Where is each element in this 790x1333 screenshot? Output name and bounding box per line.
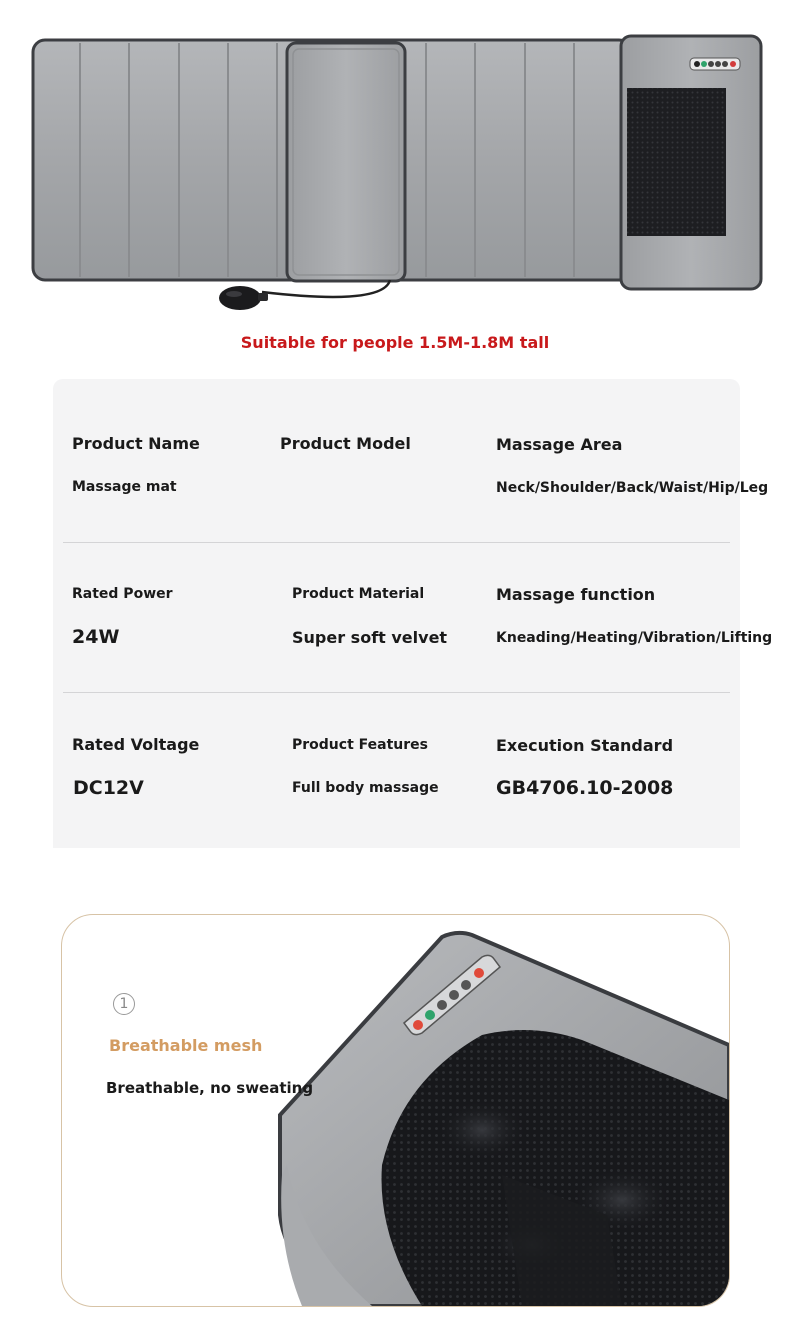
feature-card-breathable-mesh (61, 914, 730, 1307)
feature-number-badge: 1 (113, 993, 135, 1015)
spec-label-product-material: Product Material (292, 586, 425, 602)
spec-value-product-features: Full body massage (292, 780, 439, 796)
spec-label-product-features: Product Features (292, 737, 428, 753)
spec-label-massage-function: Massage function (496, 585, 656, 604)
spec-divider (63, 692, 730, 693)
spec-value-execution-standard: GB4706.10-2008 (496, 777, 674, 799)
spec-value-massage-area: Neck/Shoulder/Back/Waist/Hip/Leg (496, 480, 769, 496)
control-panel-icon (690, 58, 740, 70)
spec-value-product-name: Massage mat (72, 479, 177, 495)
air-hose (262, 280, 390, 297)
height-suitability-note: Suitable for people 1.5M-1.8M tall (240, 333, 550, 352)
spec-value-rated-power: 24W (72, 626, 120, 648)
feature-description: Breathable, no sweating (106, 1079, 314, 1097)
air-pump-bulb-icon (219, 286, 268, 310)
spec-value-rated-voltage: DC12V (73, 777, 144, 799)
feature-title: Breathable mesh (109, 1036, 263, 1055)
spec-label-rated-voltage: Rated Voltage (72, 735, 200, 754)
spec-value-massage-function: Kneading/Heating/Vibration/Lifting (496, 630, 773, 646)
spec-divider (63, 542, 730, 543)
mesh-panel (627, 88, 726, 236)
spec-value-product-material: Super soft velvet (292, 628, 448, 647)
mat-pillow (287, 43, 405, 281)
spec-label-execution-standard: Execution Standard (496, 736, 674, 755)
cushion-closeup-illustration (62, 915, 729, 1306)
spec-label-rated-power: Rated Power (72, 586, 173, 602)
spec-label-product-model: Product Model (280, 434, 411, 453)
massage-mat-illustration (0, 0, 790, 330)
spec-label-massage-area: Massage Area (496, 435, 623, 454)
spec-label-product-name: Product Name (72, 434, 200, 453)
